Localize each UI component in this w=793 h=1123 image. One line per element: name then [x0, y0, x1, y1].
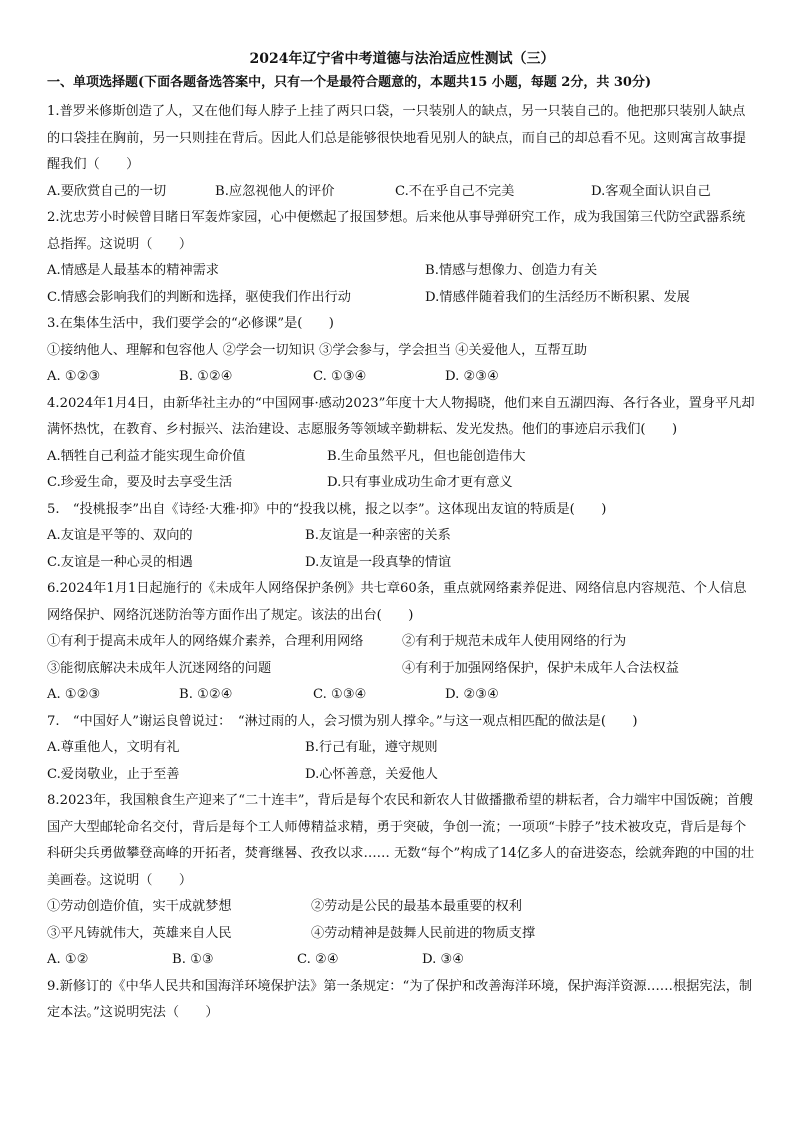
option-c: C.不在乎自己不完美 — [395, 183, 515, 199]
statement-items: ①接纳他人、理解和包容他人 ②学会一切知识 ③学会参与，学会担当 ④关爱他人，互帮互助 — [47, 342, 588, 358]
option-a: A. ①②③ — [47, 369, 101, 384]
question-7 — [47, 709, 757, 789]
exam-page — [47, 50, 757, 1027]
option-a: A. ①②③ — [47, 687, 101, 702]
statement-2: ②有利于规范未成年人使用网络的行为 — [402, 634, 627, 649]
option-row — [47, 523, 757, 550]
statement-row — [47, 656, 757, 683]
exam-title: 2024年辽宁省中考道德与法治适应性测试（三） — [249, 51, 555, 67]
option-row — [47, 682, 757, 709]
option-row — [47, 762, 757, 789]
option-b: B.行己有耻，遵守规则 — [305, 740, 438, 755]
option-a: A.牺牲自己利益才能实现生命价值 — [47, 448, 246, 464]
option-d: D.友谊是一段真挚的情谊 — [305, 554, 452, 570]
question-1 — [47, 99, 757, 205]
statement-3: ③平凡铸就伟大，英雄来自人民 — [47, 925, 232, 941]
option-row — [47, 364, 757, 391]
question-stem: 9.新修订的《中华人民共和国海洋环境保护法》第一条规定：“为了保护和改善海洋环境，保护海洋资源……根据宪法，制定本法。”这说明宪法（ ） — [47, 978, 753, 1020]
question-stem: 1.普罗米修斯创造了人，又在他们每人脖子上挂了两只口袋，一只装别人的缺点，另一只装自己的。他把那只装别人缺点的口袋挂在胸前，另一只则挂在背后。因此人们总是能够很快地看见别人的缺点，而自己的却总看不见。这则寓言故事提醒我们（ ） — [47, 104, 746, 172]
option-c: C.情感会影响我们的判断和选择，驱使我们作出行动 — [47, 289, 351, 305]
option-a: A.情感是人最基本的精神需求 — [47, 263, 219, 278]
question-stem: 4.2024年1月4日，由新华社主办的“中国网事·感动2023”年度十大人物揭晓，他们来自五湖四海、各行各业，置身平凡却满怀热忱，在教育、乡村振兴、法治建设、志愿服务等领域辛勤耕耘、发光发热。他们的事迹启示我们( ) — [47, 395, 755, 437]
option-a: A.尊重他人，文明有礼 — [47, 740, 180, 755]
question-stem: 3.在集体生活中，我们要学会的“必修课”是( ) — [47, 316, 334, 331]
option-row — [47, 550, 757, 577]
question-4 — [47, 391, 757, 497]
option-row — [47, 947, 757, 974]
option-c: C. ①③④ — [313, 369, 367, 384]
question-6 — [47, 576, 757, 709]
option-d: D. ②③④ — [445, 687, 499, 702]
option-row — [47, 470, 757, 497]
statement-1: ①劳动创造价值，实干成就梦想 — [47, 899, 232, 914]
question-stem: 7. “中国好人”谢运良曾说过： “淋过雨的人，会习惯为别人撑伞。”与这一观点相匹配的做法是( ) — [47, 713, 638, 729]
option-c: C.珍爱生命，要及时去享受生活 — [47, 475, 233, 490]
option-row — [47, 179, 757, 206]
question-5 — [47, 497, 757, 577]
option-c: C. ①③④ — [313, 687, 367, 702]
option-c: C.友谊是一种心灵的相遇 — [47, 554, 193, 570]
statement-row — [47, 629, 757, 656]
option-b: B. ①③ — [172, 952, 214, 967]
option-a: A. ①② — [47, 952, 89, 967]
statement-4: ④有利于加强网络保护，保护未成年人合法权益 — [402, 660, 679, 676]
question-9 — [47, 974, 757, 1027]
option-b: B.友谊是一种亲密的关系 — [305, 528, 451, 543]
question-stem: 6.2024年1月1日起施行的《未成年人网络保护条例》共七章60条，重点就网络素养促进、网络信息内容规范、个人信息网络保护、网络沉迷防治等方面作出了规定。该法的出台( ) — [47, 581, 747, 623]
option-d: D.情感伴随着我们的生活经历不断积累、发展 — [425, 289, 690, 305]
option-row — [47, 285, 757, 312]
section-heading: 一、单项选择题(下面各题备选答案中，只有一个是最符合题意的，本题共15 小题，每题 2分，共 30分) — [47, 75, 652, 90]
question-stem: 8.2023年，我国粮食生产迎来了“二十连丰”，背后是每个农民和新农人甘做播撒希望的耕耘者，合力端牢中国饭碗；首艘国产大型邮轮命名交付，背后是每个工人师傅精益求精，勇于突破，争创一流；一项项“卡脖子”技术被攻克，背后是每个科研尖兵勇做攀登高峰的开拓者，焚膏继晷、孜孜以求…… 无数“每个”构成了14亿多人的奋进姿态，绘就奔跑的中国的壮美画卷。这说明（ ） — [47, 793, 755, 888]
question-8 — [47, 788, 757, 974]
option-d: D.客观全面认识自己 — [591, 183, 711, 199]
option-c: C. ②④ — [297, 952, 339, 967]
statement-3: ③能彻底解决未成年人沉迷网络的问题 — [47, 660, 272, 676]
option-b: B.情感与想像力、创造力有关 — [425, 263, 598, 278]
option-b: B.生命虽然平凡，但也能创造伟大 — [327, 448, 526, 464]
option-b: B. ①②④ — [179, 687, 233, 702]
question-2 — [47, 205, 757, 311]
option-b: B.应忽视他人的评价 — [215, 183, 335, 199]
statement-1: ①有利于提高未成年人的网络媒介素养，合理利用网络 — [47, 634, 364, 649]
question-stem: 5. “投桃报李”出自《诗经·大雅·抑》中的“投我以桃，报之以李”。这体现出友谊的特质是( ) — [47, 501, 607, 517]
question-stem: 2.沈忠芳小时候曾目睹日军轰炸家园，心中便燃起了报国梦想。后来他从事导弹研究工作，成为我国第三代防空武器系统总指挥。这说明（ ） — [47, 210, 746, 252]
option-d: D. ③④ — [422, 952, 465, 967]
option-a: A.友谊是平等的、双向的 — [47, 528, 193, 543]
option-row — [47, 258, 757, 285]
option-row — [47, 444, 757, 471]
statement-4: ④劳动精神是鼓舞人民前进的物质支撑 — [311, 925, 536, 941]
statement-2: ②劳动是公民的最基本最重要的权利 — [311, 899, 522, 914]
option-b: B. ①②④ — [179, 369, 233, 384]
option-row — [47, 735, 757, 762]
statement-row — [47, 894, 757, 921]
question-3 — [47, 311, 757, 391]
statement-row — [47, 921, 757, 948]
option-d: D. ②③④ — [445, 369, 499, 384]
option-c: C.爱岗敬业，止于至善 — [47, 766, 180, 782]
option-d: D.只有事业成功生命才更有意义 — [327, 475, 513, 490]
option-a: A.要欣赏自己的一切 — [47, 183, 167, 199]
option-d: D.心怀善意，关爱他人 — [305, 766, 438, 782]
